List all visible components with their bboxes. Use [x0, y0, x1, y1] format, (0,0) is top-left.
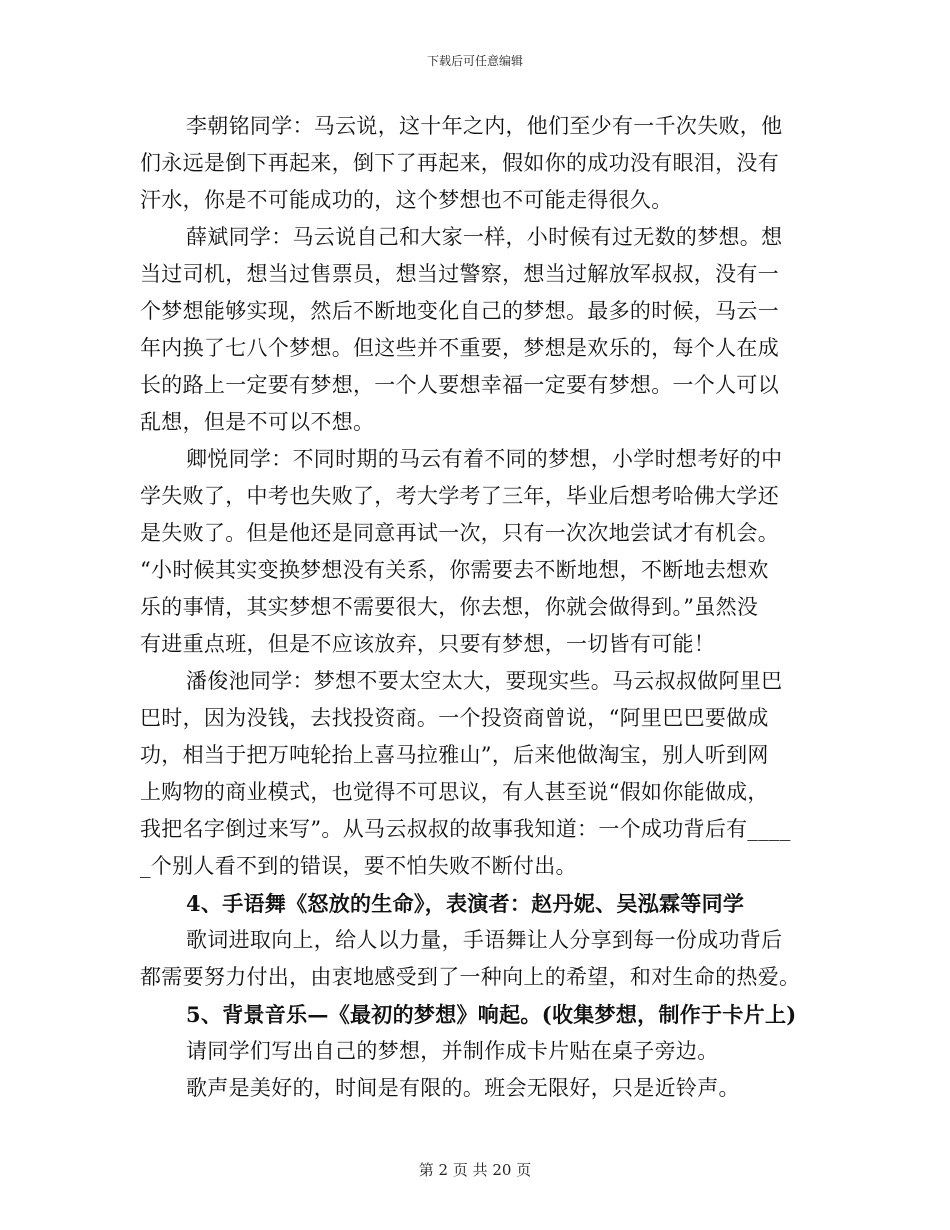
text-line: 有进重点班，但是不应该放弃，只要有梦想，一切皆有可能！	[140, 632, 716, 656]
text-line: 功，相当于把万吨轮抬上喜马拉雅山”，后来他做淘宝，别人听到网	[140, 743, 769, 767]
text-line: 是失败了。但是他还是同意再试一次，只有一次次地尝试才有机会。	[140, 521, 779, 545]
text-line: 薛斌同学：马云说自己和大家一样，小时候有过无数的梦想。想	[186, 225, 783, 249]
text-line: 5、背景音乐—《最初的梦想》响起。(收集梦想，制作于卡片上)	[186, 1002, 797, 1027]
document-body	[140, 108, 812, 1107]
text-line: 当过司机，想当过售票员，想当过警察，想当过解放军叔叔，没有一	[140, 262, 779, 286]
text-line: 汗水，你是不可能成功的，这个梦想也不可能走得很久。	[140, 188, 673, 212]
text-line: “小时候其实变换梦想没有关系，你需要去不断地想，不断地去想欢	[140, 558, 769, 582]
text-line: 年内换了七八个梦想。但这些并不重要，梦想是欢乐的，每个人在成	[140, 336, 779, 360]
text-line: 巴时，因为没钱，去找投资商。一个投资商曾说，“阿里巴巴要做成	[140, 706, 769, 730]
text-line: 乐的事情，其实梦想不需要很大，你去想，你就会做得到。”虽然没	[140, 595, 759, 619]
text-line: 李朝铭同学：马云说，这十年之内，他们至少有一千次失败，他	[186, 114, 783, 138]
text-line: 潘俊池同学：梦想不要太空太大，要现实些。马云叔叔做阿里巴	[186, 669, 783, 693]
text-line: 上购物的商业模式，也觉得不可思议，有人甚至说“假如你能做成，	[140, 780, 769, 804]
text-line: 卿悦同学：不同时期的马云有着不同的梦想，小学时想考好的中	[186, 447, 783, 471]
page-header: 下载后可任意编辑	[426, 54, 523, 68]
text-line: 乱想，但是不可以不想。	[140, 410, 375, 434]
text-line: 4、手语舞《怒放的生命》，表演者：赵丹妮、吴泓霖等同学	[186, 891, 745, 916]
text-line: _个别人看不到的错误，要不怕失败不断付出。	[140, 854, 577, 878]
text-line: 长的路上一定要有梦想，一个人要想幸福一定要有梦想。一个人可以	[140, 373, 779, 397]
text-line: 我把名字倒过来写”。从马云叔叔的故事我知道：一个成功背后有____	[140, 817, 791, 841]
text-line: 学失败了，中考也失败了，考大学考了三年，毕业后想考哈佛大学还	[140, 484, 779, 508]
text-line: 个梦想能够实现，然后不断地变化自己的梦想。最多的时候，马云一	[140, 299, 779, 323]
text-line: 请同学们写出自己的梦想，并制作成卡片贴在桌子旁边。	[186, 1039, 719, 1063]
page-footer: 第 2 页 共 20 页	[418, 1161, 532, 1179]
text-line: 歌声是美好的，时间是有限的。班会无限好，只是近铃声。	[186, 1076, 740, 1100]
text-line: 都需要努力付出，由衷地感受到了一种向上的希望，和对生命的热爱。	[140, 965, 801, 989]
text-line: 们永远是倒下再起来，倒下了再起来，假如你的成功没有眼泪，没有	[140, 151, 779, 175]
text-line: 歌词进取向上，给人以力量，手语舞让人分享到每一份成功背后	[186, 928, 783, 952]
